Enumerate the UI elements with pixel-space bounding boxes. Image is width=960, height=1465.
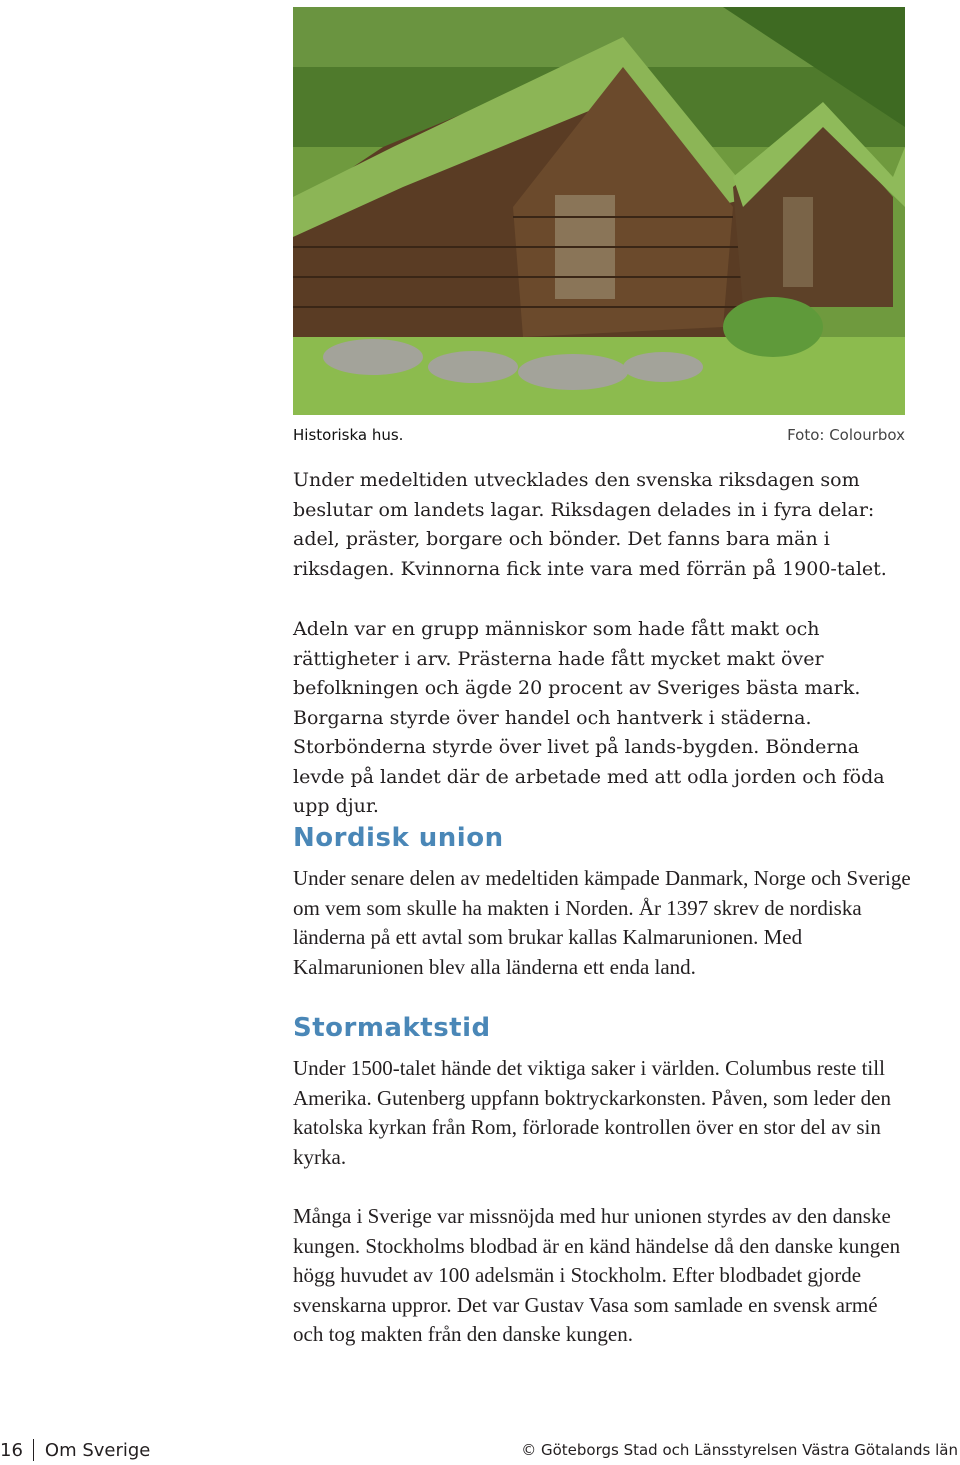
section-paragraph: Under senare delen av medeltiden kämpade Danmark, Norge och Sverige om vem som skulle ha makten i Norden. År 1397 skrev de nordiska länderna på ett avtal som brukar kallas Kalmarunionen. Med Kalmarunionen blev alla länderna ett enda land. <box>293 866 911 979</box>
page-number: 16 <box>0 1439 23 1461</box>
photo-credit: Foto: Colourbox <box>787 426 905 444</box>
intro-paragraph-1: Under medeltiden utvecklades den svenska riksdagen som beslutar om landets lagar. Riksdagen delades in i fyra delar: adel, präster, borgare och bönder. Det fanns bara män i riksdagen. Kvinnorna fick inte vara med förrän på 1900-talet. <box>293 469 887 580</box>
copyright-notice: © Göteborgs Stad och Länsstyrelsen Västra Götalands län <box>521 1441 958 1459</box>
figure-caption: Historiska hus. <box>293 426 404 444</box>
photo-historic-houses <box>293 7 905 415</box>
section-paragraph: Under 1500-talet hände det viktiga saker i världen. Columbus reste till Amerika. Gutenberg uppfann boktryckarkonsten. Påven, som leder den katolska kyrkan från Rom, förlorade kontrollen över en stor del av sin kyrka. <box>293 1056 891 1169</box>
section-paragraph: Många i Sverige var missnöjda med hur unionen styrdes av den danske kungen. Stockholms blodbad är en känd händelse då den danske kungen högg huvudet av 100 adelsmän i Stockholm. Efter blodbadet gjorde svenskarna uppror. Det var Gustav Vasa som samlade en svensk armé och tog makten från den danske kungen. <box>293 1204 901 1346</box>
book-title: Om Sverige <box>44 1439 151 1461</box>
page-footer <box>0 1437 150 1463</box>
footer-divider <box>33 1439 34 1461</box>
intro-paragraph-2: Adeln var en grupp människor som hade fått makt och rättigheter i arv. Prästerna hade fått mycket makt över befolkningen och ägde 20 procent av Sveriges bästa mark. Borgarna styrde över handel och hantverk i städerna. Storbönderna styrde över livet på lands-bygden. Bönderna levde på landet där de arbetade med att odla jorden och föda upp djur. <box>293 618 885 817</box>
section-heading-stormaktstid: Stormaktstid <box>293 1013 491 1043</box>
section-heading-nordisk-union: Nordisk union <box>293 823 504 853</box>
